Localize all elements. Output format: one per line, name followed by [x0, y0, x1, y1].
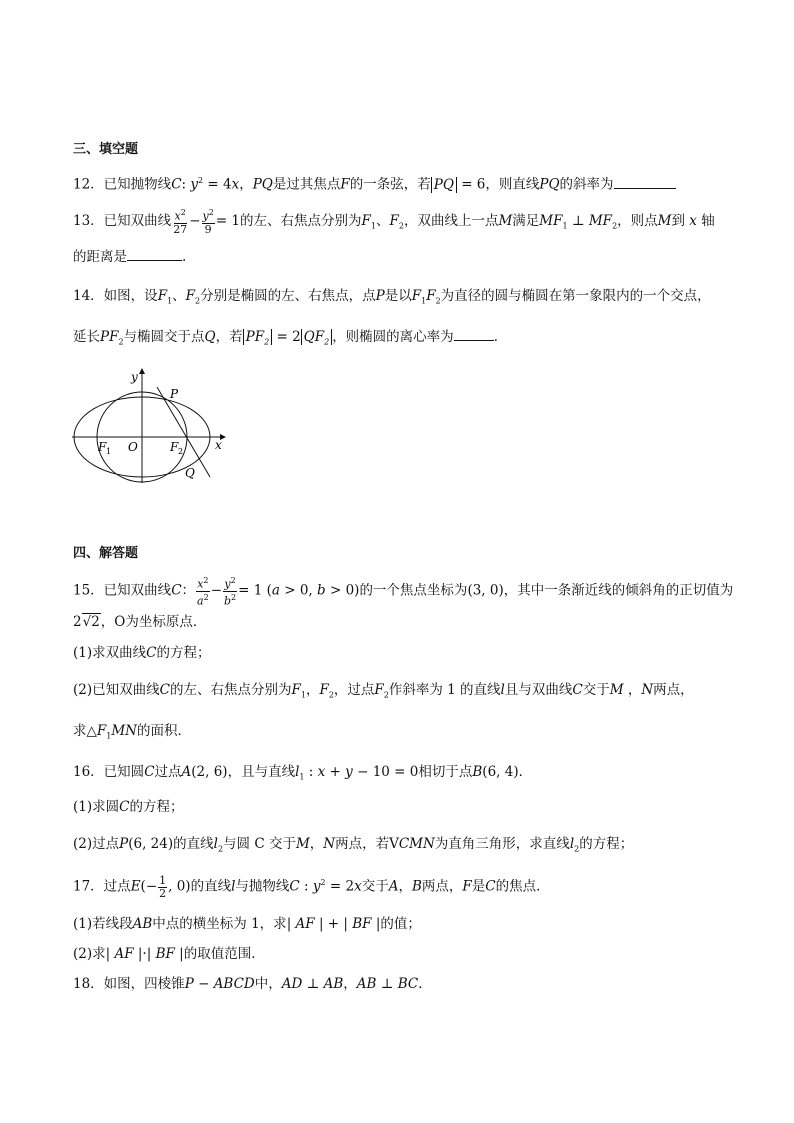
label-y: y: [131, 370, 138, 384]
section-4-heading: 四、解答题: [73, 546, 139, 561]
question-17-part1: (1)若线段AB中点的横坐标为 1，求| AF | + | BF |的值；: [73, 916, 421, 932]
label-x: x: [215, 438, 222, 452]
q12-text: 12．已知抛物线: [73, 176, 172, 193]
question-16: 16．已知圆C过点A(2, 6)，且与直线$l_1$ : x + y − 10 = 0相切于点B(6, 4)．: [73, 764, 533, 782]
question-15-part1: (1)求双曲线C的方程；: [73, 645, 211, 661]
question-15: 15．已知双曲线C： $\frac{x^2}{a^2}$ − $\frac{y^2}{b^2}$ = 1 (a > 0, b > 0)的一个焦点坐标为(3, 0)，其中一条渐近线的倾斜角的正切值为: [73, 576, 734, 608]
answer-blank[interactable]: [454, 326, 494, 341]
label-f1: F: [98, 440, 107, 454]
question-17: 17．过点E(− $\frac{1}{2}$ , 0)的直线l与抛物线C : $y^2 = 2x$交于A，B两点，F是C的焦点．: [73, 873, 550, 900]
label-p: P: [170, 387, 179, 401]
label-f2: F: [170, 440, 179, 454]
question-14-line2: 延长$PF_2$与椭圆交于点Q，若 $PF_2 = 2$ $QF_2$ ，则椭圆的离心率为 ．: [73, 326, 507, 353]
label-o: O: [128, 440, 138, 454]
svg-text:1: 1: [106, 447, 112, 456]
question-15-part2: (2)已知双曲线C的左、右焦点分别为$F_1$，$F_2$，过点$F_2$作斜率为 1 的直线l且与双曲线C交于M ，N两点，: [73, 682, 694, 700]
question-18: 18．如图，四棱锥P − ABCD中，AD ⊥ AB，AB ⊥ BC．: [73, 976, 432, 992]
question-15-line2: 2√2，O为坐标原点．: [73, 614, 207, 630]
line-pq: [157, 387, 210, 477]
question-13: 13．已知双曲线 $\frac{x^2}{27}$ − $\frac{y^2}{9}$ = 1的左、右焦点分别为$F_1$、$F_2$，双曲线上一点M满足$MF_1$ ⊥ $MF_2$，则点M到 x 轴: [73, 208, 715, 236]
svg-text:2: 2: [178, 447, 184, 456]
label-q: Q: [185, 466, 195, 480]
ellipse-circle-figure: [70, 365, 230, 485]
question-14: 14．如图，设$F_1$、$F_2$分别是椭圆的左、右焦点，点P是以$F_1F_2$为直径的圆与椭圆在第一象限内的一个交点，: [73, 288, 711, 306]
question-16-part1: (1)求圆C的方程；: [73, 799, 184, 815]
section-3-heading: 三、填空题: [73, 142, 139, 157]
question-15-part2-line2: 求$\triangle F_1MN$的面积．: [73, 723, 191, 741]
answer-blank[interactable]: [127, 246, 182, 261]
answer-blank[interactable]: [614, 174, 676, 189]
question-12: 12．已知抛物线C: $y^2 = 4x$，PQ是过其焦点F的一条弦，若 PQ = 6，则直线PQ的斜率为: [73, 171, 676, 195]
question-16-part2: (2)过点P(6, 24)的直线$l_2$与圆 C 交于M，N两点，若VCMN为直角三角形，求直线$l_2$的方程；: [73, 836, 634, 854]
question-17-part2: (2)求| AF |·| BF |的取值范围．: [73, 946, 265, 962]
question-13-line2: 的距离是 .: [73, 246, 186, 267]
